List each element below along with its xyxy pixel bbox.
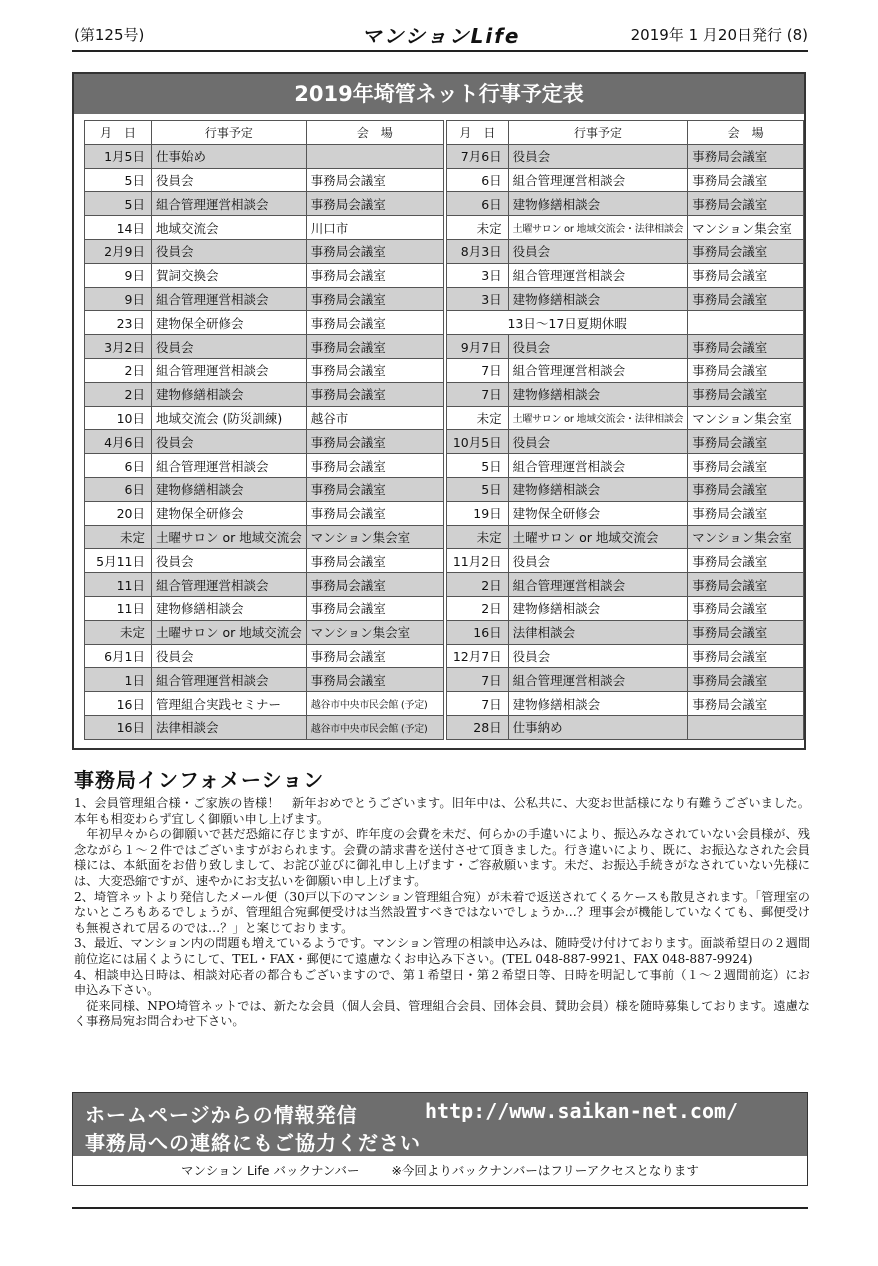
schedule-venue: 事務局会議室 [688,668,804,692]
table-row [85,525,444,549]
table-row [447,430,804,454]
schedule-date: 5日 [85,192,152,216]
schedule-date: 6日 [447,192,509,216]
schedule-venue: 事務局会議室 [688,144,804,168]
info-paragraph: 3、最近、マンション内の問題も増えているようです。マンション管理の相談申込みは、随時受け付けております。面談希望日の２週間前位迄には届くようにして、TEL・FAX・郵便にて遠慮なくお申込み下さい。(TEL 048-887-9921、FAX 048-887-9924) [74,936,810,966]
schedule-date: 9月7日 [447,335,509,359]
schedule-event: 管理組合実践セミナー [152,692,307,716]
table-row [447,144,804,168]
schedule-event: 役員会 [508,144,688,168]
col-date-header: 月 日 [447,121,509,145]
schedule-venue: 事務局会議室 [688,692,804,716]
schedule-date: 11日 [85,573,152,597]
table-row [85,216,444,240]
schedule-date: 14日 [85,216,152,240]
schedule-date: 未定 [85,525,152,549]
schedule-event: 土曜サロン or 地域交流会・法律相談会 [508,406,688,430]
issue-number: (第125号) [74,26,145,44]
col-date-header: 月 日 [85,121,152,145]
schedule-venue: 事務局会議室 [306,192,443,216]
schedule-venue: 事務局会議室 [688,168,804,192]
schedule-event: 建物修繕相談会 [152,382,307,406]
schedule-event: 組合管理運営相談会 [508,668,688,692]
schedule-event: 組合管理運営相談会 [152,454,307,478]
schedule-event: 法律相談会 [152,715,307,739]
schedule-venue: マンション集会室 [688,216,804,240]
schedule-event: 地域交流会 [152,216,307,240]
schedule-venue: 事務局会議室 [306,668,443,692]
table-row [85,549,444,573]
schedule-event: 役員会 [508,644,688,668]
schedule-venue: 事務局会議室 [688,382,804,406]
schedule-event: 建物保全研修会 [152,501,307,525]
table-row [85,477,444,501]
schedule-date: 16日 [85,715,152,739]
schedule-venue: 事務局会議室 [306,596,443,620]
schedule-venue: 事務局会議室 [688,477,804,501]
table-row [85,454,444,478]
table-row [85,715,444,739]
issue-date-page: 2019年 1 月20日発行 (8) [630,26,808,44]
table-row [447,596,804,620]
table-row [447,525,804,549]
table-row [85,168,444,192]
schedule-event: 役員会 [152,335,307,359]
schedule-event: 組合管理運営相談会 [508,573,688,597]
schedule-venue: 事務局会議室 [688,263,804,287]
bottom-rule [72,1207,808,1209]
schedule-date: 5月11日 [85,549,152,573]
schedule-event: 建物保全研修会 [508,501,688,525]
schedule-date: 23日 [85,311,152,335]
website-link[interactable]: http://www.saikan-net.com/ [425,1099,739,1123]
schedule-venue: 事務局会議室 [306,644,443,668]
schedule-event: 仕事納め [508,715,688,739]
schedule-event: 役員会 [152,644,307,668]
schedule-event: 建物修繕相談会 [508,596,688,620]
col-venue-header: 会 場 [688,121,804,145]
info-paragraph: 2、埼管ネットより発信したメール便（30戸以下のマンション管理組合宛）が未着で返送されてくるケースも散見されます。「管理室のないところもあるでしょうが、管理組合宛郵便受けは当然設置すべきではないでしょうか…？理事会が機能していなくても、郵便受けも無視されて居るのでは…？」と案じております。 [74,889,810,935]
schedule-venue: 越谷市中央市民会館 (予定) [306,692,443,716]
schedule-event: 法律相談会 [508,620,688,644]
schedule-venue [688,715,804,739]
table-row [447,239,804,263]
footer-contact-line: 事務局への連絡にもご協力ください [85,1131,421,1155]
schedule-event: 役員会 [508,549,688,573]
table-row [85,263,444,287]
schedule-venue: 事務局会議室 [688,335,804,359]
schedule-date: 未定 [447,525,509,549]
schedule-event: 土曜サロン or 地域交流会 [508,525,688,549]
schedule-venue: 事務局会議室 [306,358,443,382]
schedule-date: 16日 [447,620,509,644]
schedule-venue: 事務局会議室 [306,573,443,597]
table-row [447,549,804,573]
schedule-date: 9日 [85,287,152,311]
schedule-date: 3月2日 [85,335,152,359]
footer-box [72,1092,808,1186]
schedule-table-left [84,120,444,740]
schedule-event: 役員会 [152,239,307,263]
schedule-date: 3日 [447,287,509,311]
schedule-table-right [446,120,804,740]
schedule-venue: 事務局会議室 [688,549,804,573]
schedule-venue [306,144,443,168]
schedule-event: 組合管理運営相談会 [508,263,688,287]
schedule-date: 7日 [447,668,509,692]
schedule-venue: 事務局会議室 [306,168,443,192]
info-section-body [74,796,810,1030]
schedule-event: 役員会 [508,239,688,263]
schedule-date: 3日 [447,263,509,287]
schedule-venue: 川口市 [306,216,443,240]
header-rule [72,50,808,52]
table-row [447,382,804,406]
schedule-venue: マンション集会室 [306,525,443,549]
schedule-venue: 越谷市 [306,406,443,430]
schedule-venue [688,311,804,335]
schedule-event: 組合管理運営相談会 [152,668,307,692]
schedule-event: 建物修繕相談会 [508,192,688,216]
info-paragraph: 1、会員管理組合様・ご家族の皆様！ 新年おめでとうございます。旧年中は、公私共に、大変お世話様になり有難うございました。本年も相変わらず宜しく御願い申し上げます。 [74,796,810,826]
schedule-event: 組合管理運営相談会 [152,358,307,382]
schedule-venue: 事務局会議室 [688,192,804,216]
schedule-date: 4月6日 [85,430,152,454]
schedule-venue: 事務局会議室 [688,573,804,597]
page-header [74,22,808,48]
schedule-date: 2日 [447,573,509,597]
schedule-date: 1月5日 [85,144,152,168]
schedule-venue: 事務局会議室 [688,596,804,620]
table-row [85,501,444,525]
schedule-date: 10日 [85,406,152,430]
schedule-event: 建物修繕相談会 [152,477,307,501]
table-row [447,335,804,359]
table-row [85,644,444,668]
schedule-venue: 事務局会議室 [306,501,443,525]
schedule-venue: 事務局会議室 [306,430,443,454]
table-row [85,692,444,716]
schedule-event: 土曜サロン or 地域交流会・法律相談会 [508,216,688,240]
table-row [85,596,444,620]
schedule-date: 10月5日 [447,430,509,454]
col-event-header: 行事予定 [508,121,688,145]
schedule-event: 役員会 [508,335,688,359]
table-row [447,715,804,739]
schedule-date: 未定 [447,406,509,430]
table-row [447,358,804,382]
schedule-date: 11日 [85,596,152,620]
schedule-date: 16日 [85,692,152,716]
schedule-venue: 事務局会議室 [688,358,804,382]
table-row [85,620,444,644]
table-row [447,620,804,644]
table-row [85,382,444,406]
schedule-event: 建物修繕相談会 [508,287,688,311]
schedule-venue: 事務局会議室 [306,335,443,359]
schedule-venue: 事務局会議室 [306,549,443,573]
schedule-venue: 事務局会議室 [688,501,804,525]
table-row [447,454,804,478]
col-event-header: 行事予定 [152,121,307,145]
schedule-date: 19日 [447,501,509,525]
schedule-venue: 事務局会議室 [306,477,443,501]
table-row [447,168,804,192]
schedule-event: 建物保全研修会 [152,311,307,335]
schedule-date: 5日 [85,168,152,192]
schedule-header-row [447,121,804,145]
schedule-venue: 越谷市中央市民会館 (予定) [306,715,443,739]
schedule-date: 5日 [447,454,509,478]
schedule-event: 役員会 [152,549,307,573]
schedule-date: 2日 [447,596,509,620]
schedule-event: 組合管理運営相談会 [508,168,688,192]
schedule-venue: 事務局会議室 [688,239,804,263]
schedule-date: 7日 [447,382,509,406]
backnumber-label: マンション Life バックナンバー [181,1163,360,1178]
schedule-event: 組合管理運営相談会 [508,454,688,478]
schedule-event: 建物修繕相談会 [508,477,688,501]
footer-headline: ホームページからの情報発信 [85,1103,358,1127]
table-row [447,477,804,501]
schedule-date: 2月9日 [85,239,152,263]
schedule-event: 組合管理運営相談会 [152,573,307,597]
info-paragraph: 年初早々からの御願いで甚だ恐縮に存じますが、昨年度の会費を未だ、何らかの手違いにより、振込みなされていない会員様が、残念ながら１～２件ではございますがおられます。会費の請求書を送付させて頂きました。行き違いにより、既に、お振込なされた会員様には、本紙面をお借り致しまして、お詫び並びに御礼申し上げます・ご容赦願います。未だ、お振込手続きがなされていない先様には、大変恐縮ですが、速やかにお支払いを御願い申し上げます。 [74,827,810,888]
schedule-event: 賀詞交換会 [152,263,307,287]
schedule-event: 建物修繕相談会 [508,692,688,716]
schedule-event: 組合管理運営相談会 [508,358,688,382]
schedule-event: 役員会 [152,168,307,192]
table-row [85,573,444,597]
schedule-event: 役員会 [508,430,688,454]
schedule-event: 組合管理運営相談会 [152,287,307,311]
table-row [447,216,804,240]
footer-banner [73,1093,807,1156]
free-access-note: ※今回よりバックナンバーはフリーアクセスとなります [391,1163,699,1178]
table-row [85,311,444,335]
schedule-date: 5日 [447,477,509,501]
table-row [85,239,444,263]
table-row [447,692,804,716]
schedule-venue: マンション集会室 [306,620,443,644]
schedule-venue: 事務局会議室 [688,620,804,644]
schedule-date: 1日 [85,668,152,692]
schedule-date: 7月6日 [447,144,509,168]
schedule-event: 土曜サロン or 地域交流会 [152,525,307,549]
schedule-event: 役員会 [152,430,307,454]
schedule-date: 8月3日 [447,239,509,263]
schedule-date: 20日 [85,501,152,525]
table-row [447,406,804,430]
schedule-date: 9日 [85,263,152,287]
table-row [85,287,444,311]
schedule-event: 建物修繕相談会 [152,596,307,620]
schedule-event: 土曜サロン or 地域交流会 [152,620,307,644]
schedule-venue: 事務局会議室 [688,644,804,668]
schedule-box [72,72,806,750]
table-row [85,358,444,382]
schedule-date: 6日 [447,168,509,192]
table-row [85,144,444,168]
info-paragraph: 従来同様、NPO埼管ネットでは、新たな会員（個人会員、管理組合会員、団体会員、賛助会員）様を随時募集しております。遠慮なく事務局宛お問合わせ下さい。 [74,998,810,1029]
schedule-venue: 事務局会議室 [306,382,443,406]
schedule-date: 未定 [85,620,152,644]
table-row [447,644,804,668]
schedule-venue: 事務局会議室 [306,263,443,287]
info-paragraph: 4、相談申込日時は、相談対応者の都合もございますので、第１希望日・第２希望日等、日時を明記して事前（１～２週間前迄）にお申込み下さい。 [74,967,810,998]
table-row [447,573,804,597]
schedule-date: 未定 [447,216,509,240]
schedule-date: 6月1日 [85,644,152,668]
schedule-date: 7日 [447,692,509,716]
table-row [447,668,804,692]
table-row [85,335,444,359]
backnumber-note [73,1159,807,1183]
schedule-date: 6日 [85,477,152,501]
schedule-title: 2019年埼管ネット行事予定表 [74,74,804,114]
schedule-date: 28日 [447,715,509,739]
schedule-date: 12月7日 [447,644,509,668]
schedule-venue: 事務局会議室 [306,454,443,478]
schedule-venue: 事務局会議室 [688,430,804,454]
schedule-header-row [85,121,444,145]
schedule-venue: マンション集会室 [688,406,804,430]
schedule-date: 7日 [447,358,509,382]
schedule-date: 11月2日 [447,549,509,573]
schedule-date: 2日 [85,382,152,406]
schedule-event: 組合管理運営相談会 [152,192,307,216]
schedule-event: 仕事始め [152,144,307,168]
schedule-event: 地域交流会 (防災訓練) [152,406,307,430]
table-row [447,501,804,525]
schedule-venue: マンション集会室 [688,525,804,549]
table-row [85,406,444,430]
schedule-venue: 事務局会議室 [688,287,804,311]
schedule-venue: 事務局会議室 [306,239,443,263]
col-venue-header: 会 場 [306,121,443,145]
table-row [447,287,804,311]
table-row [447,311,804,335]
table-row [447,192,804,216]
schedule-date: 6日 [85,454,152,478]
schedule-venue: 事務局会議室 [306,287,443,311]
schedule-span-cell: 13日～17日夏期休暇 [447,311,688,335]
table-row [447,263,804,287]
table-row [85,430,444,454]
table-row [85,192,444,216]
schedule-venue: 事務局会議室 [688,454,804,478]
masthead-logo: マンションLife [361,24,521,48]
schedule-event: 建物修繕相談会 [508,382,688,406]
table-row [85,668,444,692]
schedule-date: 2日 [85,358,152,382]
info-section-title: 事務局インフォメーション [74,768,325,792]
schedule-venue: 事務局会議室 [306,311,443,335]
